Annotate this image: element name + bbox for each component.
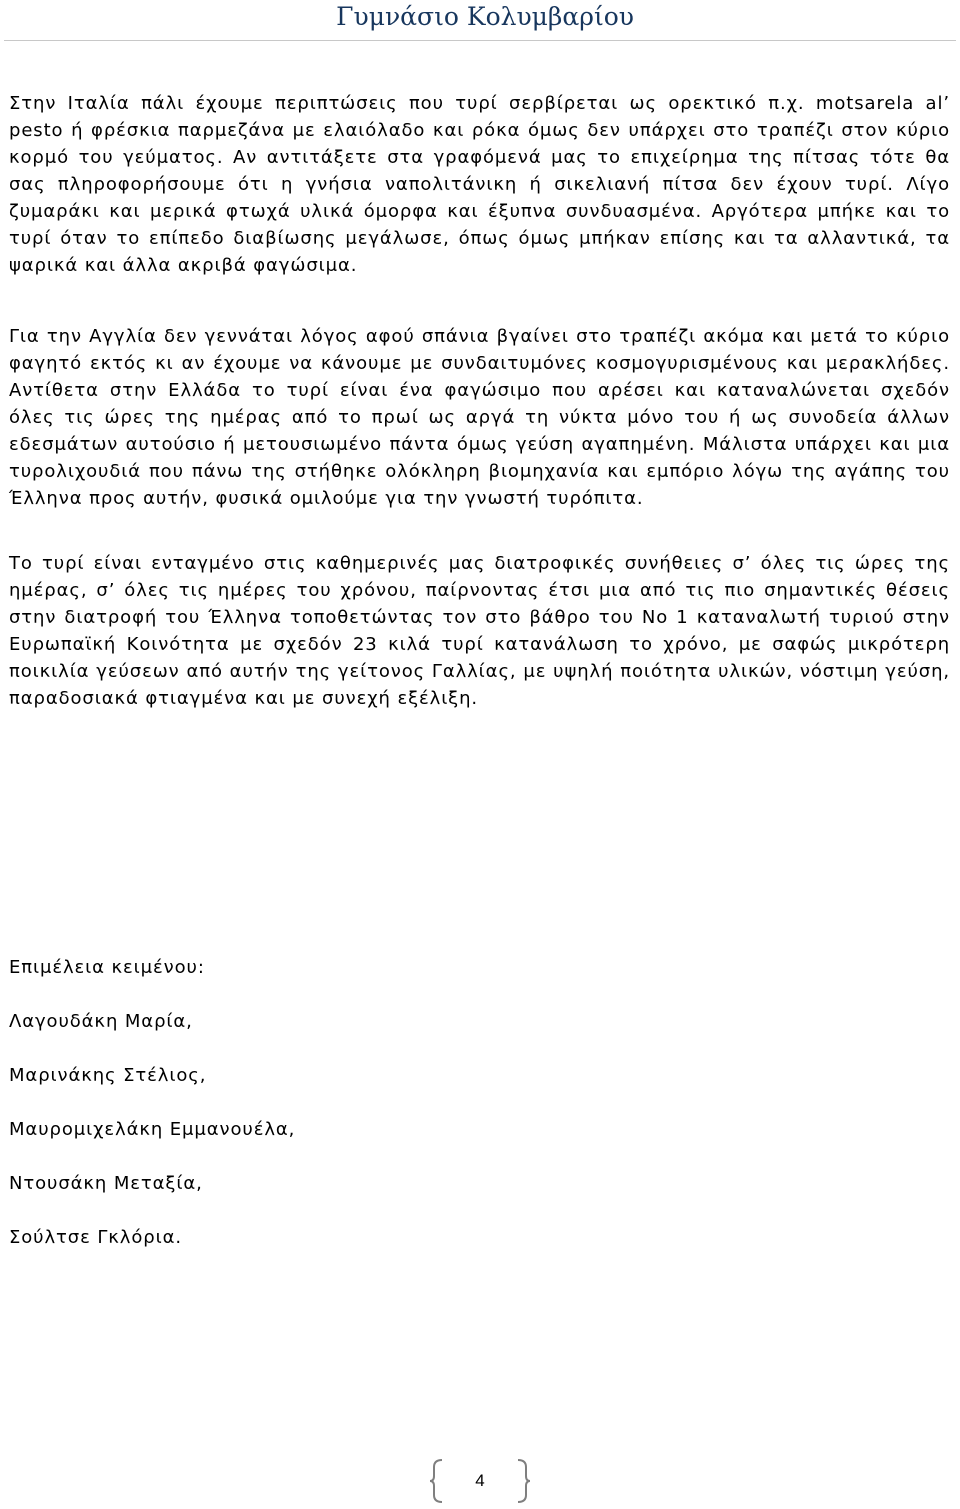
credit-name: Λαγουδάκη Μαρία, bbox=[9, 1011, 193, 1032]
paragraph-consumption: Το τυρί είναι ενταγμένο στις καθημερινές μας διατροφικές συνήθειες σ’ όλες τις ώρες της ημέρας, σ’ όλες τις ημέρες του χρόνου, παίρνοντας έτσι μια από τις πιο σημαντικές θέσεις στην διατροφή του Έλληνα τοποθετώντας τον στο βάθρο του Νο 1 καταναλωτή τυριού στην Ευρωπαϊκή Κοινότητα με σχεδόν 23 κιλά τυρί κατανάλωση το χρόνο, με σαφώς μικρότερη ποικιλία γεύσεων από αυτήν της γείτονος Γαλλίας, με υψηλή ποιότητα υλικών, νόστιμη γεύση, παραδοσιακά φτιαγμένα και με συνεχή εξέλιξη. bbox=[9, 553, 950, 709]
paragraph-italy: Στην Ιταλία πάλι έχουμε περιπτώσεις που τυρί σερβίρεται ως ορεκτικό π.χ. motsarela al’ pesto ή φρέσκια παρμεζάνα με ελαιόλαδο και ρόκα όμως δεν υπάρχει στο τραπέζι στον κύριο κορμό του γεύματος. Αν αντιτάξετε στα γραφόμενά μας το επιχείρημα της πίτσας τότε θα σας πληροφορήσουμε ότι η γνήσια ναπολιτάνικη ή σικελιανή πίτσα δεν έχουν τυρί. Λίγο ζυμαράκι και μερικά φτωχά υλικά όμορφα και έξυπνα συνδυασμένα. Αργότερα μπήκε και το τυρί όταν το επίπεδο διαβίωσης μεγάλωσε, όπως όμως μπήκαν επίσης και τα αλλαντικά, τα ψαρικά και άλλα ακριβά φαγώσιμα. bbox=[9, 93, 950, 276]
credit-name: Σούλτσε Γκλόρια. bbox=[9, 1227, 182, 1248]
page-header-title: Γυμνάσιο Κολυμβαρίου bbox=[336, 2, 634, 31]
credits-block bbox=[9, 954, 709, 1278]
header-divider bbox=[4, 40, 956, 41]
page-number: 4 bbox=[475, 1471, 485, 1490]
page-footer bbox=[430, 1458, 530, 1504]
credits-heading: Επιμέλεια κειμένου: bbox=[9, 957, 205, 978]
credit-name: Μαρινάκης Στέλιος, bbox=[9, 1065, 207, 1086]
document-body bbox=[9, 90, 950, 712]
credit-name: Μαυρομιχελάκη Εμμανουέλα, bbox=[9, 1119, 296, 1140]
credit-name: Ντουσάκη Μεταξία, bbox=[9, 1173, 203, 1194]
paragraph-england-greece: Για την Αγγλία δεν γεννάται λόγος αφού σπάνια βγαίνει στο τραπέζι ακόμα και μετά το κύριο φαγητό εκτός κι αν έχουμε να κάνουμε με συνδαιτυμόνες κοσμογυρισμένους και μερακλήδες. Αντίθετα στην Ελλάδα το τυρί είναι ένα φαγώσιμο που αρέσει και καταναλώνεται σχεδόν όλες τις ώρες της ημέρας από το πρωί ως αργά τη νύκτα μόνο του ή ως συνοδεία άλλων εδεσμάτων αυτούσιο ή μετουσιωμένο πάντα όμως γεύση αγαπημένη. Μάλιστα υπάρχει και μια τυρολιχουδιά που πάνω της στήθηκε ολόκληρη βιομηχανία και εμπόριο λόγω της αγάπης του Έλληνα προς αυτήν, φυσικά ομιλούμε για την γνωστή τυρόπιτα. bbox=[9, 326, 950, 509]
